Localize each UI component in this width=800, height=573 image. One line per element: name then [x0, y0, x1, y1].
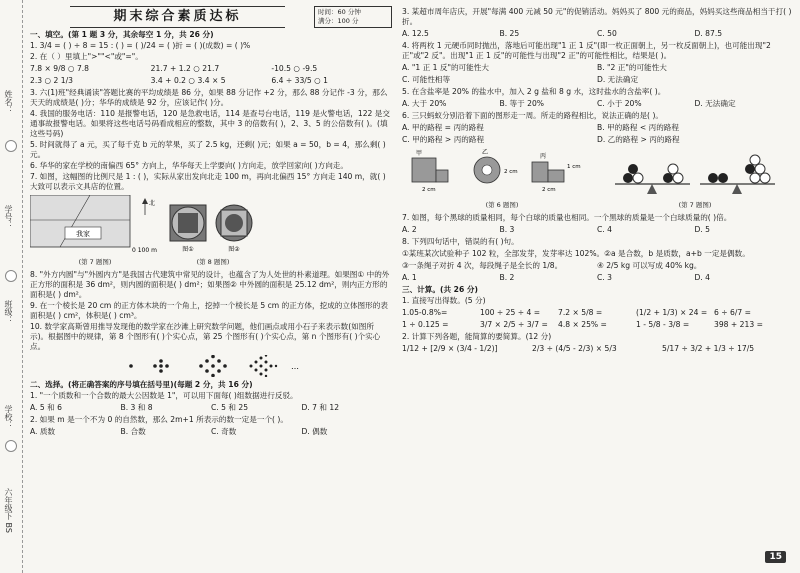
- fill-q8: 8. "外方内圆"与"外圆内方"是我国古代建筑中常见的设计，也蕴含了为人处世的朴素道理。如果图① 中的外正方形的面积是 36 dm²，则内圆的面积是( ) dm²；如果图② 中外圆的面积是 25.12 dm²，则内正方形的面积是( ) dm²。: [30, 269, 390, 299]
- section-choice: 二、选择。(将正确答案的序号填在括号里)(每题 2 分，共 16 分): [30, 379, 253, 389]
- compare-row-2: [30, 76, 392, 86]
- section-calc: 三、计算。(共 26 分): [402, 284, 478, 294]
- figure-6-caption: (第 6 题图): [485, 201, 519, 210]
- choice-q3-options: [402, 29, 792, 39]
- choice-q1-options: [30, 403, 392, 413]
- option[interactable]: D. 偶数: [301, 427, 328, 437]
- option[interactable]: A. 质数: [30, 427, 56, 437]
- statement: ④ 2/5 kg 可以写成 40% kg。: [597, 260, 702, 270]
- option[interactable]: C. 50: [597, 29, 617, 39]
- fill-q1: 1. 3/4 = ( ) ÷ 8 = 15 : ( ) = ( )/24 = ( )折 = ( )(成数) = ( )%: [30, 41, 251, 51]
- exam-meta: [314, 6, 392, 28]
- calc-item[interactable]: 7.2 × 5/8 =: [558, 307, 603, 317]
- score-info: 满分：100 分: [318, 17, 359, 25]
- option[interactable]: C. 甲的路程 > 丙的路程: [402, 135, 485, 145]
- option[interactable]: C. 4: [597, 224, 612, 234]
- choice-q2: 2. 如果 m 是一个不为 0 的自然数，那么 2m+1 所表示的数一定是一个( )。: [30, 415, 288, 424]
- option[interactable]: D. 5: [694, 224, 711, 234]
- statement: ③一条绳子对折 4 次，每段绳子是全长的 1/8。: [402, 260, 563, 270]
- label-len: 1 cm: [567, 164, 581, 171]
- option[interactable]: C. 3: [597, 272, 612, 282]
- statement: ①某班某次试验种子 102 粒，全部发芽，发芽率达 102%。: [402, 248, 605, 258]
- option[interactable]: C. 小于 20%: [597, 99, 642, 109]
- time-info: 时间：60 分钟: [318, 8, 361, 16]
- statement: ②a 是合数，b 是质数，a+b 一定是偶数。: [604, 248, 750, 258]
- option[interactable]: A. 大于 20%: [402, 99, 447, 109]
- option[interactable]: C. 5 和 25: [211, 402, 249, 412]
- figure-6: [402, 148, 602, 210]
- binding-hole: [5, 270, 17, 282]
- figure-8: [168, 203, 258, 267]
- calc-item[interactable]: 398 + 213 =: [714, 319, 763, 329]
- dot-pattern-figure: [111, 355, 311, 377]
- dot-pattern: [30, 355, 392, 377]
- label-jia: 甲: [416, 150, 423, 158]
- option[interactable]: A. "1 正 1 反"的可能性大: [402, 63, 489, 73]
- option[interactable]: D. 无法确定: [597, 75, 639, 85]
- label-len: 2 cm: [542, 187, 556, 194]
- calc-row-1: [402, 308, 792, 318]
- choice-q7: 7. 如图，每个黑球的质量相同，每个白球的质量也相同。一个黑球的质量是一个白球质量的( )倍。: [402, 212, 732, 222]
- calc-item[interactable]: 5/17 ÷ 3/2 + 1/3 ÷ 17/5: [662, 343, 755, 353]
- compare-item[interactable]: 3.4 + 0.2 ○ 3.4 × 5: [150, 76, 226, 86]
- compare-row-1: [30, 64, 392, 74]
- section-fill: 一、填空。(第 1 题 3 分，其余每空 1 分，共 26 分): [30, 30, 214, 39]
- label-yi: 乙: [482, 149, 489, 157]
- fill-q10: 10. 数学家高斯曾用推导发现他的数学家在沙滩上研究数学问题，他们画点或用小石子来表示数(如图所示)。根据图中的规律，第 8 个图形有( )个实心点，第 25 个图形有( )个实心点，第 n 个图形有( )个实心点。: [30, 321, 381, 351]
- choice-q4: 4. 将两枚 1 元硬币同时抛出，落地后可能出现"1 正 1 反"(即一枚正面朝上，另一枚反面朝上)，也可能出现"2 正"或"2 反"。出现"1 正 1 反"的可能性与出现"2 正"的可能性相比，结果是( )。: [402, 41, 771, 61]
- calc-item[interactable]: 6 ÷ 6/7 =: [714, 307, 752, 317]
- choice-q4-options-1: [402, 63, 792, 73]
- option[interactable]: A. 1: [402, 272, 417, 282]
- choice-q4-options-2: [402, 75, 792, 85]
- left-column: [30, 6, 392, 439]
- figures-7-8: [30, 195, 392, 267]
- label-len: 2 cm: [504, 169, 518, 176]
- calc-q2: 2. 计算下列各题，能简算的要简算。(12 分): [402, 331, 552, 341]
- figure-8a-label: 图①: [182, 246, 194, 254]
- calc-item[interactable]: 3/7 × 2/5 ÷ 3/7 =: [480, 319, 548, 329]
- fill-q3: 3. 六(1)班"经典诵读"答题比赛的平均成绩是 86 分，如果 88 分记作 +2 分，那么 88 分记作 -3 分，那么天天的成绩是( )分；华华的成绩是 92 分，应该记作( )分。: [30, 88, 388, 108]
- fill-q7: 7. 如图，这幅图的比例尺是 1 : ( )，实际从家出发向北走 100 m，再向北偏西 15° 方向走 140 m，就( )大致可以表示文具店的位置。: [30, 172, 386, 192]
- choice-q6-options-1: [402, 123, 792, 133]
- map-home-label: 我家: [76, 230, 90, 239]
- calc-item[interactable]: 1/12 + [2/9 × (3/4 - 1/2)]: [402, 343, 498, 353]
- choice-q5-options: [402, 99, 792, 109]
- option[interactable]: D. 4: [694, 272, 711, 282]
- option[interactable]: B. 3 和 8: [120, 402, 153, 412]
- page-number: 15: [765, 551, 786, 563]
- choice-q6: 6. 三只蚂蚁分别沿着下面的图形走一周。所走的路程相比，说法正确的是( )。: [402, 111, 663, 121]
- balance-figure: [610, 154, 780, 198]
- right-column: [402, 6, 792, 356]
- calc-item[interactable]: 2/3 ÷ (4/5 - 2/3) × 5/3: [532, 343, 617, 353]
- choice-q2-options: [30, 427, 392, 437]
- label-bing: 丙: [540, 153, 547, 161]
- figure-8b-label: 图②: [228, 246, 240, 254]
- figure-7-right-caption: (第 7 题图): [678, 201, 712, 210]
- option[interactable]: A. 2: [402, 224, 417, 234]
- option[interactable]: D. 乙的路程 > 丙的路程: [597, 135, 680, 145]
- fill-q9: 9. 在一个棱长是 20 cm 的正方体木块的一个角上，挖掉一个棱长是 5 cm 的正方体，挖成的立体图形的表面积是( ) cm²，体积是( ) cm³。: [30, 300, 388, 320]
- compare-item[interactable]: 21.7 + 1.2 ○ 21.7: [150, 64, 220, 74]
- option[interactable]: D. 无法确定: [694, 99, 736, 109]
- compare-item[interactable]: 7.8 × 9/8 ○ 7.8: [30, 64, 90, 74]
- choice-q8-statements-2: [402, 261, 792, 271]
- grade-label: 六年级下 BS: [4, 488, 13, 533]
- svg-text:…: …: [291, 361, 299, 371]
- choice-q1: 1. "一个质数和一个合数的最大公因数是 1"，可以用下面每( )组数据进行反驳。: [30, 390, 298, 400]
- calc-row-2: [402, 320, 792, 330]
- figures-6-7: [402, 148, 792, 210]
- calc-item[interactable]: 4.8 × 25% =: [558, 319, 607, 329]
- compare-item[interactable]: -10.5 ○ -9.5: [271, 64, 318, 74]
- option[interactable]: D. 7 和 12: [301, 402, 340, 412]
- option[interactable]: B. 合数: [120, 427, 146, 437]
- fill-q6: 6. 华华的家在学校的南偏西 65° 方向上，华华每天上学要向( )方向走，放学回家向( )方向走。: [30, 161, 348, 171]
- choice-q8-statements-1: [402, 249, 792, 259]
- option[interactable]: B. "2 正"的可能性大: [597, 63, 667, 73]
- option[interactable]: B. 2: [499, 272, 515, 282]
- option[interactable]: A. 5 和 6: [30, 402, 62, 412]
- map-scale-label: 0 100 m: [132, 247, 157, 255]
- option[interactable]: C. 可能性相等: [402, 75, 451, 85]
- choice-q8-options: [402, 273, 792, 283]
- option[interactable]: B. 甲的路程 < 丙的路程: [597, 123, 679, 133]
- name-label: 姓名：: [4, 90, 13, 114]
- choice-q7-options: [402, 225, 792, 235]
- fill-q4: 4. 我国的服务电话：110 是报警电话，120 是急救电话，114 是查号台电话，119 是火警电话，122 是交通事故报警电话。如果将这些电话号码看成相应的整数，其中 3 的倍数有( )，2、3、5 的公倍数有( )。(填这些号码): [30, 109, 390, 139]
- calc-item[interactable]: 1.05-0.8%=: [402, 307, 448, 317]
- choice-q5: 5. 在含盐率是 20% 的盐水中，加入 2 g 盐和 8 g 水，这时盐水的含盐率( )。: [402, 87, 666, 97]
- binding-hole: [5, 440, 17, 452]
- option[interactable]: B. 等于 20%: [499, 99, 545, 109]
- option[interactable]: A. 甲的路程 = 丙的路程: [402, 123, 484, 133]
- label-len: 2 cm: [422, 187, 436, 194]
- id-label: 学号：: [4, 205, 13, 229]
- fill-q5: 5. 时间就得了 a 元，买了每千克 b 元的苹果，买了 2.5 kg，还剩( )元；如果 a = 50，b = 4，那么剩( )元。: [30, 140, 386, 160]
- fill-q2: 2. 在（ ）里填上">""<"或"="。: [30, 52, 143, 62]
- calc-item[interactable]: 1 - 5/8 - 3/8 =: [636, 319, 690, 329]
- binding-hole: [5, 140, 17, 152]
- page-title: 期末综合素质达标: [70, 6, 285, 28]
- compare-item[interactable]: 6.4 ÷ 33/5 ○ 1: [271, 76, 328, 86]
- binding-strip: [0, 0, 23, 573]
- map-figure: [30, 195, 160, 255]
- calc-q1: 1. 直接写出得数。(5 分): [402, 295, 486, 305]
- choice-q6-options-2: [402, 135, 792, 145]
- school-label: 学校：: [4, 405, 13, 429]
- title-bar: [30, 6, 392, 28]
- calc-item[interactable]: 100 ÷ 25 ÷ 4 =: [480, 307, 541, 317]
- option[interactable]: C. 奇数: [211, 427, 237, 437]
- choice-q8: 8. 下列四句话中，错误的有( )句。: [402, 236, 519, 246]
- figure-8-caption: (第 8 题图): [196, 258, 230, 267]
- option[interactable]: B. 25: [499, 29, 520, 39]
- compare-item[interactable]: 2.3 ○ 2 1/3: [30, 76, 73, 86]
- figure-7: [30, 195, 160, 267]
- ant-path-figure: [402, 148, 602, 198]
- figure-7-right: [610, 154, 780, 210]
- option[interactable]: B. 3: [499, 224, 515, 234]
- calc-item[interactable]: 1 ÷ 0.125 =: [402, 319, 449, 329]
- option[interactable]: A. 12.5: [402, 29, 429, 39]
- class-label: 班级：: [4, 300, 13, 324]
- map-north-label: 北: [149, 200, 156, 208]
- pattern-figure: [168, 203, 258, 255]
- figure-7-caption: (第 7 题图): [78, 258, 112, 267]
- option[interactable]: D. 87.5: [694, 29, 723, 39]
- calc-item[interactable]: (1/2 + 1/3) × 24 =: [636, 307, 708, 317]
- calc-row-3: [402, 344, 792, 354]
- choice-q3: 3. 某超市周年店庆，开展"每满 400 元减 50 元"的促销活动。妈妈买了 800 元的商品，妈妈买这些商品相当于打( )折。: [402, 7, 792, 27]
